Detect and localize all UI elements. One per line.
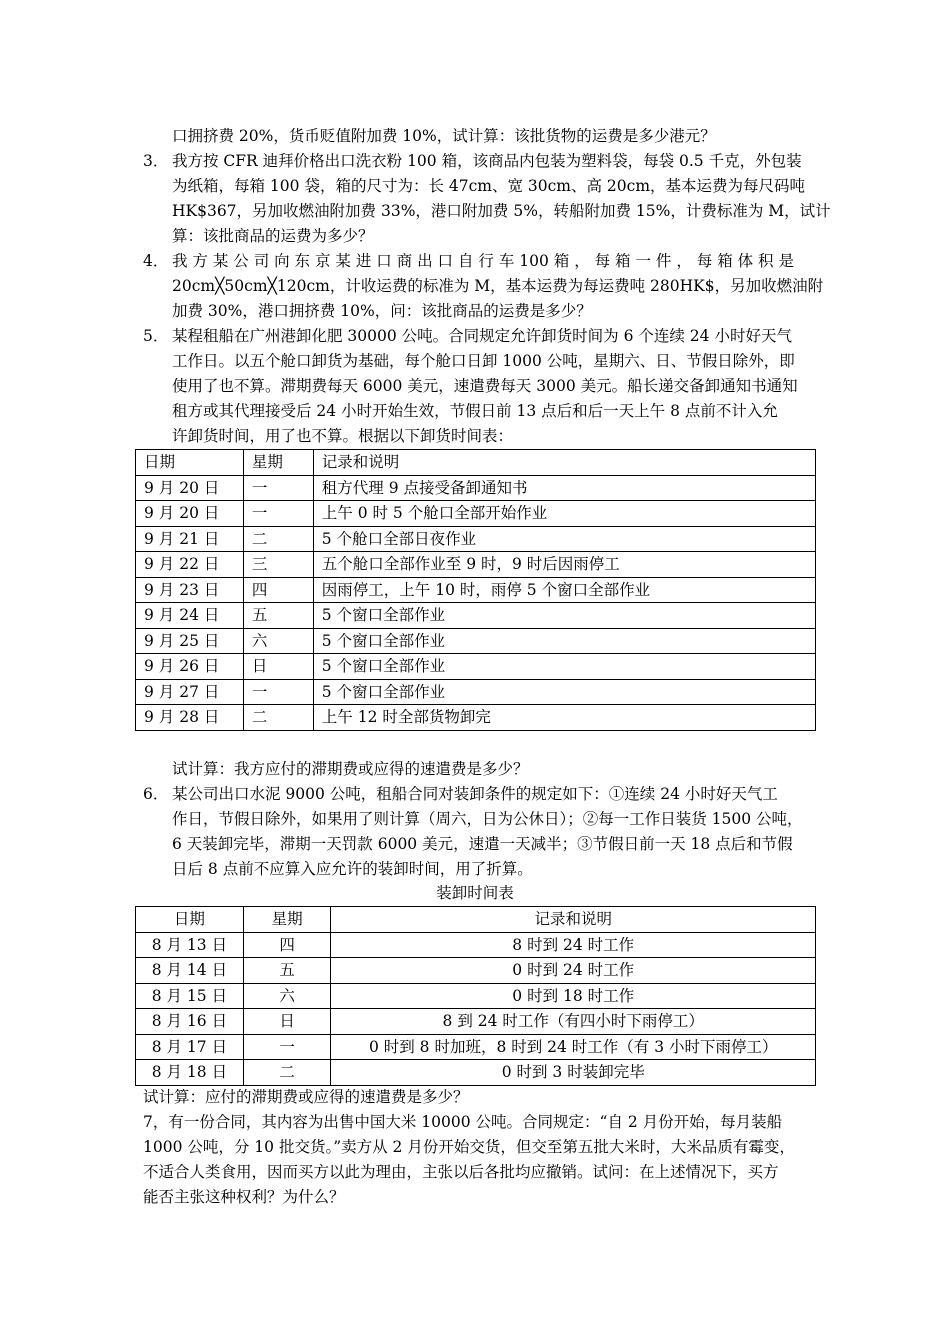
table-cell: 9 月 21 日 xyxy=(136,526,244,552)
problem3-line: 我方按 CFR 迪拜价格出口洗衣粉 100 箱，该商品内包装为塑料袋，每袋 0.5 千克，外包装 xyxy=(172,152,802,170)
problem3-line: HK$367，另加收燃油附加费 33%，港口附加费 5%，转船附加费 15%，计费标准为 M，试计 xyxy=(172,202,831,220)
table-row xyxy=(136,1060,816,1086)
table-cell: 8 月 14 日 xyxy=(136,958,244,984)
problem6-line: 6 天装卸完毕，滞期一天罚款 6000 美元，速遣一天减半；③节假日前一天 18 点后和节假 xyxy=(172,835,793,853)
table-cell: 8 时到 24 时工作 xyxy=(331,932,816,958)
table-cell: 8 月 18 日 xyxy=(136,1060,244,1086)
problem4-line: 我 方 某 公 司 向 东 京 某 进 口 商 出 口 自 行 车 100 箱 ， 每 箱 一 件 ， 每 箱 体 积 是 xyxy=(172,252,794,270)
table-row xyxy=(136,679,816,705)
table-cell: 五个舱口全部作业至 9 时，9 时后因雨停工 xyxy=(313,552,815,578)
problem6-number: 6． xyxy=(143,785,169,803)
problem4-line: 加费 30%，港口拥挤费 10%，问：该批商品的运费是多少？ xyxy=(172,302,592,320)
table-cell: 上午 12 时全部货物卸完 xyxy=(313,705,815,731)
table-cell: 租方代理 9 点接受备卸通知书 xyxy=(313,475,815,501)
problem4-number: 4． xyxy=(143,252,169,270)
problem6-line: 作日，节假日除外，如果用了则计算（周六，日为公休日）；②每一工作日装货 1500 公吨， xyxy=(172,810,803,828)
problem5-number: 5． xyxy=(143,327,169,345)
table-cell: 9 月 27 日 xyxy=(136,679,244,705)
table-cell: 9 月 22 日 xyxy=(136,552,244,578)
table-row xyxy=(136,526,816,552)
loading-table xyxy=(135,906,816,1086)
table-header-cell: 记录和说明 xyxy=(313,450,815,476)
table-cell: 5 个舱口全部日夜作业 xyxy=(313,526,815,552)
table-row xyxy=(136,983,816,1009)
table-cell: 9 月 26 日 xyxy=(136,654,244,680)
table-cell: 二 xyxy=(243,705,313,731)
table-cell: 8 月 16 日 xyxy=(136,1009,244,1035)
table-cell: 8 到 24 时工作（有四小时下雨停工） xyxy=(331,1009,816,1035)
table-cell: 9 月 20 日 xyxy=(136,475,244,501)
table-header-cell: 星期 xyxy=(243,450,313,476)
table-cell: 9 月 28 日 xyxy=(136,705,244,731)
table-cell: 0 时到 24 时工作 xyxy=(331,958,816,984)
table-header-cell: 日期 xyxy=(136,907,244,933)
table-row xyxy=(136,932,816,958)
table-row xyxy=(136,603,816,629)
problem7-line: 7，有一份合同，其内容为出售中国大米 10000 公吨。合同规定：“自 2 月份开始，每月装船 xyxy=(143,1113,783,1131)
table-cell: 一 xyxy=(243,679,313,705)
problem3-line: 为纸箱，每箱 100 袋，箱的尺寸为：长 47cm、宽 30cm、高 20cm，基本运费为每尺码吨 xyxy=(172,177,806,195)
table-cell: 一 xyxy=(243,501,313,527)
table-cell: 5 个窗口全部作业 xyxy=(313,654,815,680)
table-cell: 上午 0 时 5 个舱口全部开始作业 xyxy=(313,501,815,527)
table-cell: 8 月 13 日 xyxy=(136,932,244,958)
table-header-cell: 星期 xyxy=(243,907,331,933)
problem5-line: 工作日。以五个舱口卸货为基础，每个舱口日卸 1000 公吨，星期六、日、节假日除外，即 xyxy=(172,352,795,370)
table-cell: 日 xyxy=(243,1009,331,1035)
table-header-cell: 记录和说明 xyxy=(331,907,816,933)
table-cell: 9 月 20 日 xyxy=(136,501,244,527)
table-row xyxy=(136,552,816,578)
table-cell: 六 xyxy=(243,983,331,1009)
table-header-row xyxy=(136,450,816,476)
table-cell: 9 月 23 日 xyxy=(136,577,244,603)
table-row xyxy=(136,501,816,527)
table-cell: 8 月 15 日 xyxy=(136,983,244,1009)
problem5-line: 某程租船在广州港卸化肥 30000 公吨。合同规定允许卸货时间为 6 个连续 24 小时好天气 xyxy=(172,327,792,345)
table-row xyxy=(136,628,816,654)
problem7-line: 不适合人类食用，因而买方以此为理由，主张以后各批均应撤销。试问：在上述情况下，买方 xyxy=(143,1163,779,1181)
intro-line: 口拥挤费 20%，货币贬值附加费 10%，试计算：该批货物的运费是多少港元？ xyxy=(172,127,716,145)
table-header-cell: 日期 xyxy=(136,450,244,476)
table-cell: 日 xyxy=(243,654,313,680)
table-row xyxy=(136,1009,816,1035)
problem7-line: 1000 公吨，分 10 批交货。”卖方从 2 月份开始交货，但交至第五批大米时，大米品质有霉变， xyxy=(143,1138,795,1156)
table-cell: 二 xyxy=(243,1060,331,1086)
problem6-line: 某公司出口水泥 9000 公吨，租船合同对装卸条件的规定如下：①连续 24 小时好天气工 xyxy=(172,785,778,803)
table-header-row xyxy=(136,907,816,933)
table-cell: 六 xyxy=(243,628,313,654)
table-title: 装卸时间表 xyxy=(436,884,514,902)
problem3-number: 3． xyxy=(143,152,169,170)
table-cell: 9 月 24 日 xyxy=(136,603,244,629)
table-cell: 8 月 17 日 xyxy=(136,1034,244,1060)
problem3-line: 算：该批商品的运费为多少？ xyxy=(172,227,374,245)
problem5-line: 许卸货时间，用了也不算。根据以下卸货时间表： xyxy=(172,427,514,445)
table-cell: 5 个窗口全部作业 xyxy=(313,603,815,629)
table-row xyxy=(136,705,816,731)
table-row xyxy=(136,475,816,501)
table-cell: 一 xyxy=(243,1034,331,1060)
table-row xyxy=(136,577,816,603)
table-cell: 5 个窗口全部作业 xyxy=(313,628,815,654)
table-cell: 五 xyxy=(243,958,331,984)
unloading-table xyxy=(135,449,816,731)
table-cell: 0 时到 3 时装卸完毕 xyxy=(331,1060,816,1086)
table-row xyxy=(136,654,816,680)
problem7-line: 能否主张这种权利？为什么？ xyxy=(143,1188,345,1206)
table-cell: 五 xyxy=(243,603,313,629)
table-cell: 三 xyxy=(243,552,313,578)
table-cell: 一 xyxy=(243,475,313,501)
table-row xyxy=(136,958,816,984)
table-row xyxy=(136,1034,816,1060)
table-cell: 四 xyxy=(243,932,331,958)
table-cell: 9 月 25 日 xyxy=(136,628,244,654)
table-cell: 0 时到 18 时工作 xyxy=(331,983,816,1009)
table-cell: 因雨停工，上午 10 时，雨停 5 个窗口全部作业 xyxy=(313,577,815,603)
problem5-line: 使用了也不算。滞期费每天 6000 美元，速遣费每天 3000 美元。船长递交备卸通知书通知 xyxy=(172,377,798,395)
problem4-line: 20cm╳50cm╳120cm，计收运费的标准为 M，基本运费为每运费吨 280HK$，另加收燃油附 xyxy=(172,277,824,295)
table-cell: 二 xyxy=(243,526,313,552)
table-cell: 5 个窗口全部作业 xyxy=(313,679,815,705)
table-cell: 0 时到 8 时加班，8 时到 24 时工作（有 3 小时下雨停工） xyxy=(331,1034,816,1060)
problem5-line: 租方或其代理接受后 24 小时开始生效，节假日前 13 点后和后一天上午 8 点前不计入允 xyxy=(172,402,778,420)
problem6-question: 试计算：应付的滞期费或应得的速遣费是多少？ xyxy=(143,1088,469,1106)
table-cell: 四 xyxy=(243,577,313,603)
problem5-question: 试计算：我方应付的滞期费或应得的速遣费是多少？ xyxy=(172,760,529,778)
problem6-line: 日后 8 点前不应算入应允许的装卸时间，用了折算。 xyxy=(172,860,533,878)
